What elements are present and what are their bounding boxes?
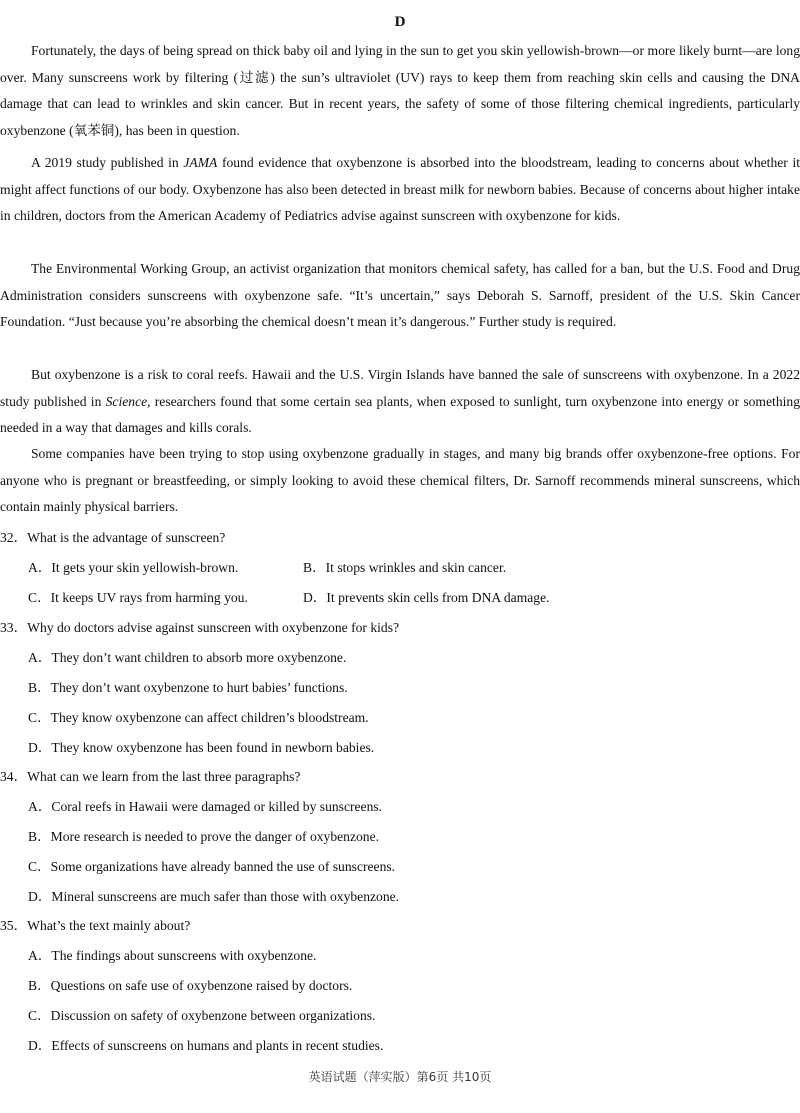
paragraph-4 — [0, 362, 800, 442]
question-33-option-b[interactable]: B．They don’t want oxybenzone to hurt babies’ functions. — [28, 680, 348, 695]
question-34-option-c[interactable]: C．Some organizations have already banned the use of sunscreens. — [28, 859, 396, 874]
question-32-option-b[interactable]: B．It stops wrinkles and skin cancer. — [303, 560, 507, 575]
question-34: 34．What can we learn from the last three paragraphs? — [0, 769, 301, 784]
paragraph-1: Fortunately, the days of being spread on thick baby oil and lying in the sun to get you skin yellowish-brown—or more likely burnt—are long over. Many sunscreens work by filtering (过滤) the sun’s ultraviolet (UV) rays to keep them from reaching skin cells and causing the DNA damage that can lead to wrinkles and skin cancer. But in recent years, the safety of some of those filtering chemical ingredients, particularly oxybenzone (氧苯铜), has been in question. — [0, 43, 800, 138]
question-32-option-d[interactable]: D．It prevents skin cells from DNA damage. — [303, 590, 550, 605]
journal-jama: JAMA — [183, 155, 218, 170]
paragraph-3: The Environmental Working Group, an activist organization that monitors chemical safety, has called for a ban, but the U.S. Food and Drug Administration considers sunscreens with oxybenzone safe. “It’s uncertain,” says Deborah S. Sarnoff, president of the U.S. Skin Cancer Foundation. “Just because you’re absorbing the chemical doesn’t mean it’s dangerous.” Further study is required. — [0, 261, 800, 330]
question-33-option-d[interactable]: D．They know oxybenzone has been found in newborn babies. — [28, 740, 375, 755]
paragraph-2-text-a: A 2019 study published in — [31, 155, 184, 170]
question-33-option-c[interactable]: C．They know oxybenzone can affect children’s bloodstream. — [28, 710, 369, 725]
journal-science: Science — [105, 393, 148, 409]
paragraph-2 — [0, 150, 800, 230]
question-35: 35．What’s the text mainly about? — [0, 918, 191, 933]
paragraph-2-text-b: found evidence that oxybenzone is absorbed into the bloodstream, leading to concerns about whether it might affect functions of our body. Oxybenzone has also been detected in breast milk for newborn babies. Because of concerns about higher intake in children, doctors from the American Academy of Pediatrics advise against sunscreen with oxybenzone for kids. — [0, 155, 800, 224]
paragraph-5: Some companies have been trying to stop using oxybenzone gradually in stages, and many big brands offer oxybenzone-free options. For anyone who is pregnant or breastfeeding, or simply looking to avoid these chemical filters, Dr. Sarnoff recommends mineral sunscreens, which contain mainly physical barriers. — [0, 446, 800, 515]
question-34-option-a[interactable]: A．Coral reefs in Hawaii were damaged or killed by sunscreens. — [28, 799, 383, 814]
question-34-option-d[interactable]: D．Mineral sunscreens are much safer than those with oxybenzone. — [28, 889, 400, 904]
question-32-option-a[interactable]: A．It gets your skin yellowish-brown. — [28, 560, 239, 575]
paragraph-4-text-a: But oxybenzone is a risk to coral reefs. Hawaii and the U.S. Virgin Islands have banned the sale of sunscreens with oxybenzone. In a 2022 study published in — [0, 367, 800, 409]
question-35-option-a[interactable]: A．The findings about sunscreens with oxybenzone. — [28, 948, 317, 963]
question-35-option-c[interactable]: C．Discussion on safety of oxybenzone between organizations. — [28, 1008, 376, 1023]
question-32-option-c[interactable]: C．It keeps UV rays from harming you. — [28, 590, 248, 605]
question-32: 32．What is the advantage of sunscreen? — [0, 530, 226, 545]
page-footer: 英语试题（萍实版）第6页 共10页 — [308, 1070, 492, 1084]
question-35-option-b[interactable]: B．Questions on safe use of oxybenzone raised by doctors. — [28, 978, 353, 993]
question-33: 33．Why do doctors advise against sunscreen with oxybenzone for kids? — [0, 620, 400, 635]
paragraph-4-text-b: , researchers found that some certain sea plants, when exposed to sunlight, turn oxybenzone into energy or something needed in a way that damages and kills corals. — [0, 393, 800, 436]
question-35-option-d[interactable]: D．Effects of sunscreens on humans and plants in recent studies. — [28, 1038, 384, 1053]
question-34-option-b[interactable]: B．More research is needed to prove the danger of oxybenzone. — [28, 829, 380, 844]
question-33-option-a[interactable]: A．They don’t want children to absorb more oxybenzone. — [28, 650, 347, 665]
section-letter: D — [394, 14, 406, 30]
